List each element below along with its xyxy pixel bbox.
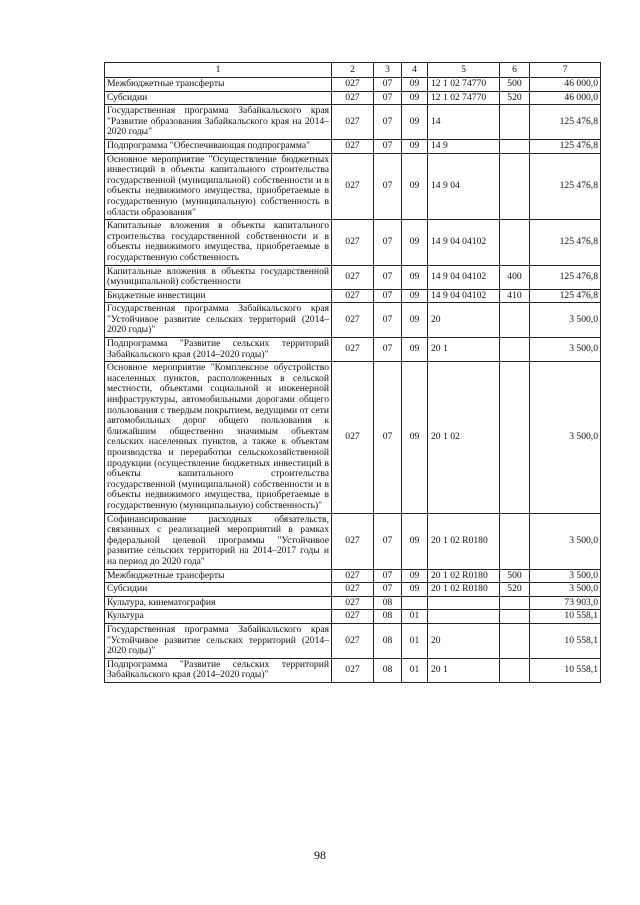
subsection-code-cell: 09 [402, 153, 428, 220]
admin-code-cell: 027 [332, 569, 374, 583]
expense-type-cell [500, 596, 530, 610]
expense-type-cell [500, 153, 530, 220]
amount-cell: 10 558,1 [530, 623, 601, 658]
header-cell: 6 [500, 63, 530, 78]
row-name-cell: Субсидии [105, 583, 332, 597]
section-code-cell: 07 [374, 303, 402, 338]
header-cell: 3 [374, 63, 402, 78]
target-code-cell: 20 [428, 303, 500, 338]
row-name-cell: Культура, кинематография [105, 596, 332, 610]
row-name-cell: Основное мероприятие "Осуществление бюджетных инвестиций в объекты капитального строительства государственной (муниципальной) собственности и в объекты недвижимого имущества, приобретаемые в государственную (муниципальную) собственность в области образования" [105, 153, 332, 220]
amount-cell: 73 903,0 [530, 596, 601, 610]
expense-type-cell [500, 362, 530, 513]
section-code-cell: 07 [374, 338, 402, 362]
table-row [105, 220, 601, 265]
target-code-cell: 20 1 02 [428, 362, 500, 513]
subsection-code-cell: 09 [402, 513, 428, 569]
admin-code-cell: 027 [332, 153, 374, 220]
section-code-cell: 07 [374, 153, 402, 220]
target-code-cell: 20 1 02 R0180 [428, 583, 500, 597]
header-cell: 2 [332, 63, 374, 78]
amount-cell: 125 476,8 [530, 139, 601, 153]
target-code-cell: 20 1 [428, 338, 500, 362]
subsection-code-cell: 09 [402, 220, 428, 265]
admin-code-cell: 027 [332, 139, 374, 153]
row-name-cell: Основное мероприятие "Комплексное обустройство населенных пунктов, расположенных в сельской местности, объектами социальной и инженерной инфраструктуры, автомобильными дорогами общего пользования с твердым покрытием, ведущими от сети автомобильных дорог общего пользования к ближайшим общественно значимым объектам сельских населенных пунктов, а также к объектам производства и переработки сельскохозяйственной продукции (осуществление бюджетных инвестиций в объекты капитального строительства государственной (муниципальной) собственности и в объекты недвижимого имущества, приобретаемые в государственную (муниципальную) собственность)" [105, 362, 332, 513]
amount-cell: 125 476,8 [530, 105, 601, 140]
subsection-code-cell: 09 [402, 105, 428, 140]
amount-cell: 125 476,8 [530, 220, 601, 265]
target-code-cell: 14 [428, 105, 500, 140]
section-code-cell: 08 [374, 658, 402, 682]
subsection-code-cell: 09 [402, 78, 428, 92]
table-row [105, 265, 601, 289]
admin-code-cell: 027 [332, 583, 374, 597]
expense-type-cell: 520 [500, 91, 530, 105]
table-row [105, 139, 601, 153]
header-row [105, 63, 601, 78]
section-code-cell: 07 [374, 78, 402, 92]
admin-code-cell: 027 [332, 78, 374, 92]
row-name-cell: Субсидии [105, 91, 332, 105]
target-code-cell: 20 1 02 R0180 [428, 513, 500, 569]
amount-cell: 125 476,8 [530, 265, 601, 289]
expense-type-cell: 520 [500, 583, 530, 597]
table-row [105, 78, 601, 92]
header-cell: 7 [530, 63, 601, 78]
section-code-cell: 07 [374, 569, 402, 583]
target-code-cell [428, 596, 500, 610]
amount-cell: 46 000,0 [530, 91, 601, 105]
section-code-cell: 07 [374, 513, 402, 569]
table-row [105, 289, 601, 303]
amount-cell: 46 000,0 [530, 78, 601, 92]
table-row [105, 338, 601, 362]
target-code-cell: 14 9 04 04102 [428, 220, 500, 265]
amount-cell: 3 500,0 [530, 569, 601, 583]
section-code-cell: 07 [374, 583, 402, 597]
expense-type-cell [500, 513, 530, 569]
admin-code-cell: 027 [332, 513, 374, 569]
table-row [105, 153, 601, 220]
expense-type-cell [500, 658, 530, 682]
target-code-cell: 14 9 [428, 139, 500, 153]
amount-cell: 3 500,0 [530, 338, 601, 362]
table-row [105, 623, 601, 658]
subsection-code-cell: 09 [402, 583, 428, 597]
expense-type-cell [500, 139, 530, 153]
table-row [105, 658, 601, 682]
expense-type-cell [500, 303, 530, 338]
header-cell: 5 [428, 63, 500, 78]
section-code-cell: 07 [374, 91, 402, 105]
subsection-code-cell: 09 [402, 338, 428, 362]
admin-code-cell: 027 [332, 658, 374, 682]
section-code-cell: 08 [374, 596, 402, 610]
expense-type-cell: 410 [500, 289, 530, 303]
budget-table-container [104, 62, 600, 683]
row-name-cell: Подпрограмма "Развитие сельских территорий Забайкальского края (2014–2020 годы)" [105, 658, 332, 682]
admin-code-cell: 027 [332, 105, 374, 140]
target-code-cell: 20 1 02 R0180 [428, 569, 500, 583]
table-row [105, 303, 601, 338]
subsection-code-cell: 01 [402, 658, 428, 682]
admin-code-cell: 027 [332, 91, 374, 105]
section-code-cell: 07 [374, 139, 402, 153]
admin-code-cell: 027 [332, 289, 374, 303]
expense-type-cell: 400 [500, 265, 530, 289]
table-header [105, 63, 601, 78]
section-code-cell: 08 [374, 610, 402, 624]
expense-type-cell [500, 610, 530, 624]
section-code-cell: 07 [374, 220, 402, 265]
table-row [105, 513, 601, 569]
amount-cell: 3 500,0 [530, 583, 601, 597]
row-name-cell: Софинансирование расходных обязательств, связанных с реализацией мероприятий в рамках федеральной целевой программы "Устойчивое развитие сельских территорий на 2014–2017 годы и на период до 2020 года" [105, 513, 332, 569]
amount-cell: 10 558,1 [530, 610, 601, 624]
budget-table [104, 62, 601, 683]
table-row [105, 610, 601, 624]
subsection-code-cell [402, 596, 428, 610]
table-body [105, 78, 601, 683]
row-name-cell: Государственная программа Забайкальского края "Устойчивое развитие сельских территорий (2014–2020 годы)" [105, 303, 332, 338]
table-row [105, 91, 601, 105]
admin-code-cell: 027 [332, 610, 374, 624]
amount-cell: 10 558,1 [530, 658, 601, 682]
expense-type-cell [500, 623, 530, 658]
subsection-code-cell: 09 [402, 289, 428, 303]
table-row [105, 105, 601, 140]
subsection-code-cell: 09 [402, 91, 428, 105]
admin-code-cell: 027 [332, 265, 374, 289]
target-code-cell: 20 [428, 623, 500, 658]
subsection-code-cell: 09 [402, 265, 428, 289]
target-code-cell: 14 9 04 04102 [428, 289, 500, 303]
row-name-cell: Капитальные вложения в объекты государственной (муниципальной) собственности [105, 265, 332, 289]
row-name-cell: Государственная программа Забайкальского края "Развитие образования Забайкальского края на 2014–2020 годы" [105, 105, 332, 140]
admin-code-cell: 027 [332, 623, 374, 658]
expense-type-cell [500, 338, 530, 362]
target-code-cell: 12 1 02 74770 [428, 91, 500, 105]
amount-cell: 3 500,0 [530, 513, 601, 569]
expense-type-cell [500, 220, 530, 265]
row-name-cell: Подпрограмма "Развитие сельских территорий Забайкальского края (2014–2020 годы)" [105, 338, 332, 362]
subsection-code-cell: 09 [402, 303, 428, 338]
row-name-cell: Межбюджетные трансферты [105, 78, 332, 92]
target-code-cell: 14 9 04 04102 [428, 265, 500, 289]
amount-cell: 3 500,0 [530, 303, 601, 338]
row-name-cell: Государственная программа Забайкальского края "Устойчивое развитие сельских территорий (2014–2020 годы)" [105, 623, 332, 658]
amount-cell: 125 476,8 [530, 289, 601, 303]
amount-cell: 125 476,8 [530, 153, 601, 220]
subsection-code-cell: 09 [402, 362, 428, 513]
amount-cell: 3 500,0 [530, 362, 601, 513]
target-code-cell: 12 1 02 74770 [428, 78, 500, 92]
header-cell: 4 [402, 63, 428, 78]
section-code-cell: 07 [374, 265, 402, 289]
table-row [105, 362, 601, 513]
target-code-cell: 14 9 04 [428, 153, 500, 220]
subsection-code-cell: 09 [402, 139, 428, 153]
subsection-code-cell: 09 [402, 569, 428, 583]
admin-code-cell: 027 [332, 596, 374, 610]
row-name-cell: Бюджетные инвестиции [105, 289, 332, 303]
section-code-cell: 07 [374, 105, 402, 140]
table-row [105, 569, 601, 583]
subsection-code-cell: 01 [402, 610, 428, 624]
section-code-cell: 07 [374, 289, 402, 303]
section-code-cell: 08 [374, 623, 402, 658]
row-name-cell: Подпрограмма "Обеспечивающая подпрограмма" [105, 139, 332, 153]
section-code-cell: 07 [374, 362, 402, 513]
row-name-cell: Межбюджетные трансферты [105, 569, 332, 583]
expense-type-cell [500, 105, 530, 140]
expense-type-cell: 500 [500, 569, 530, 583]
table-row [105, 583, 601, 597]
row-name-cell: Капитальные вложения в объекты капитального строительства государственной собственности и в объекты недвижимого имущества, приобретаемые в государственную собственность [105, 220, 332, 265]
expense-type-cell: 500 [500, 78, 530, 92]
admin-code-cell: 027 [332, 220, 374, 265]
admin-code-cell: 027 [332, 303, 374, 338]
target-code-cell [428, 610, 500, 624]
page-number: 98 [314, 848, 326, 862]
admin-code-cell: 027 [332, 338, 374, 362]
subsection-code-cell: 01 [402, 623, 428, 658]
header-cell: 1 [105, 63, 332, 78]
table-row [105, 596, 601, 610]
row-name-cell: Культура [105, 610, 332, 624]
target-code-cell: 20 1 [428, 658, 500, 682]
admin-code-cell: 027 [332, 362, 374, 513]
